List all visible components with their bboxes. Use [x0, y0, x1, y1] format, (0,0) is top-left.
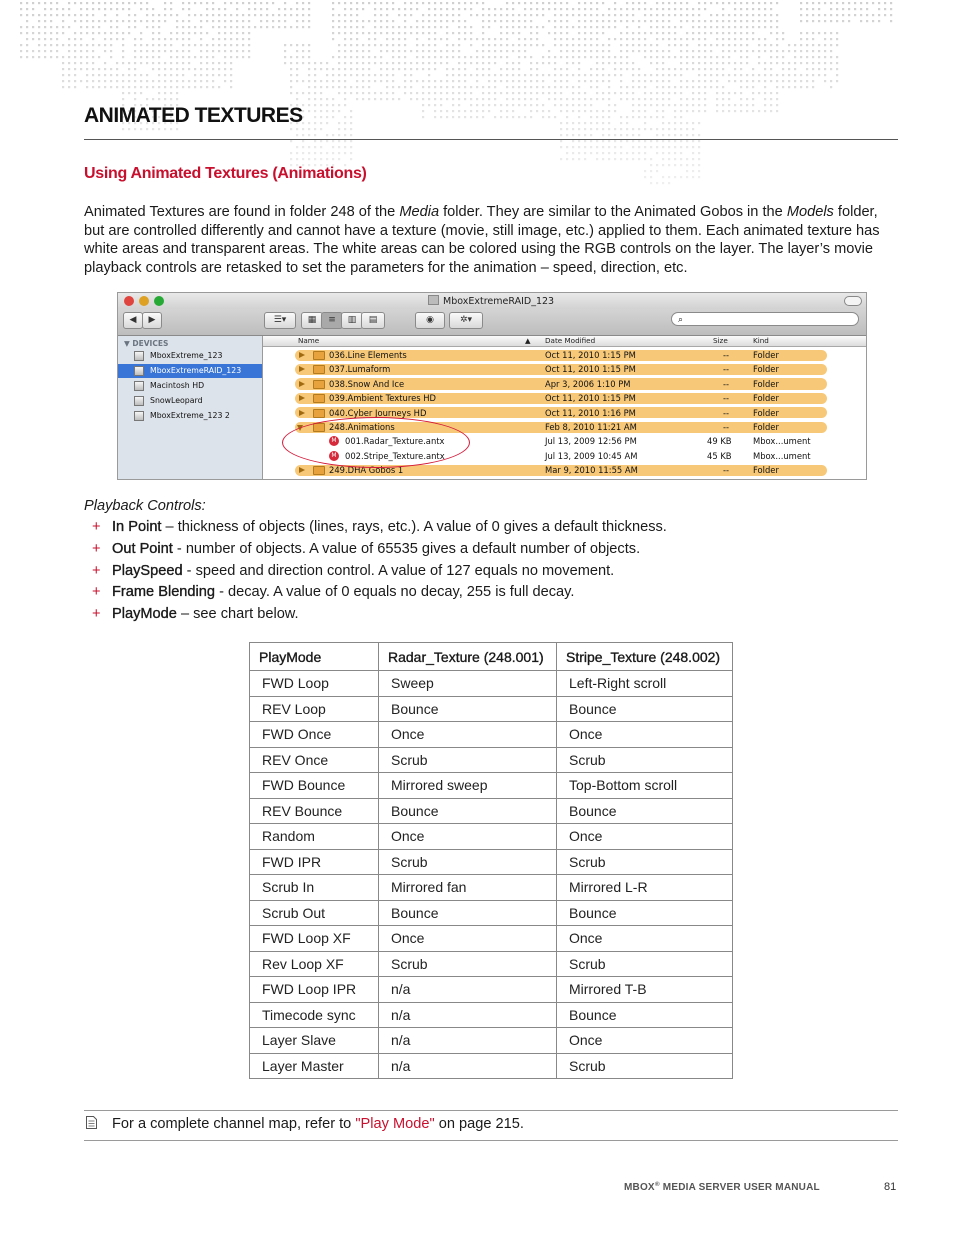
folder-icon	[313, 380, 325, 389]
document-icon: M	[329, 436, 339, 446]
table-cell: Sweep	[379, 671, 557, 697]
minimize-window-icon[interactable]	[139, 296, 149, 306]
sidebar-item-device[interactable]: SnowLeopard	[118, 394, 262, 408]
file-name: 002.Stripe_Texture.antx	[345, 450, 445, 461]
table-cell: REV Loop	[250, 696, 379, 722]
finder-window-screenshot	[117, 292, 867, 480]
table-cell: Mirrored L-R	[557, 875, 733, 901]
table-cell: Mirrored fan	[379, 875, 557, 901]
file-size: 49 KB	[707, 436, 732, 447]
disclosure-triangle-icon[interactable]	[299, 381, 305, 387]
folder-icon	[313, 351, 325, 360]
table-cell: Rev Loop XF	[250, 951, 379, 977]
page-title: ANIMATED TEXTURES	[84, 104, 303, 127]
date-column-header[interactable]: Date Modified	[545, 336, 596, 345]
table-row	[250, 977, 733, 1003]
quick-look-eye-icon[interactable]: ◉	[415, 312, 445, 329]
disclosure-triangle-icon[interactable]	[299, 352, 305, 358]
file-row[interactable]	[263, 362, 866, 376]
disk-icon	[428, 295, 439, 305]
table-cell: Mirrored sweep	[379, 773, 557, 799]
drive-icon	[134, 396, 144, 406]
finder-toolbar	[118, 309, 866, 336]
table-cell: Scrub	[557, 747, 733, 773]
file-name: 038.Snow And Ice	[329, 378, 405, 389]
drive-icon	[134, 411, 144, 421]
size-column-header[interactable]: Size	[713, 336, 728, 345]
table-cell: Once	[557, 722, 733, 748]
file-date: Jul 13, 2009 10:45 AM	[545, 450, 638, 461]
table-row	[250, 875, 733, 901]
table-header-row	[250, 643, 733, 671]
table-row	[250, 1053, 733, 1079]
table-cell: Bounce	[557, 1002, 733, 1028]
table-cell: Top-Bottom scroll	[557, 773, 733, 799]
footer-manual-title: MBOX® MEDIA SERVER USER MANUAL	[624, 1181, 820, 1193]
table-cell: Bounce	[379, 900, 557, 926]
file-date: Jul 13, 2009 12:56 PM	[545, 436, 637, 447]
table-cell: Left-Right scroll	[557, 671, 733, 697]
table-cell: Scrub In	[250, 875, 379, 901]
plus-bullet-icon: +	[92, 541, 101, 557]
table-row	[250, 824, 733, 850]
table-cell: Mirrored T-B	[557, 977, 733, 1003]
zoom-window-icon[interactable]	[154, 296, 164, 306]
title-rule	[84, 139, 898, 140]
sidebar-item-device[interactable]: MboxExtreme_123 2	[118, 409, 262, 423]
drive-icon	[134, 351, 144, 361]
document-icon: M	[329, 451, 339, 461]
file-name: 036.Line Elements	[329, 350, 407, 360]
kind-column-header[interactable]: Kind	[753, 336, 769, 345]
file-name: 040.Cyber Journeys HD	[329, 407, 427, 418]
file-kind: Folder	[753, 350, 779, 360]
table-cell: REV Once	[250, 747, 379, 773]
drive-icon	[134, 366, 144, 376]
file-kind: Folder	[753, 364, 779, 375]
intro-paragraph: Animated Textures are found in folder 248 of the Media folder. They are similar to the Animated Gobos in the Models folder, but are controlled differently and cannot have a texture (movie, still image, etc.) applied to them. Each animated texture has white areas and transparent areas. The white areas can be colored using the RGB controls on the layer. The layer’s movie playback controls are retasked to set the parameters for the animation – speed, direction, etc.	[84, 204, 880, 276]
table-cell: Scrub	[557, 1053, 733, 1079]
table-row	[250, 773, 733, 799]
devices-header: ▼ DEVICES	[124, 339, 169, 348]
table-cell: n/a	[379, 1028, 557, 1054]
table-row	[250, 951, 733, 977]
models-emphasis: Models	[786, 204, 834, 220]
table-row	[250, 926, 733, 952]
disclosure-triangle-icon[interactable]	[299, 366, 305, 372]
file-size: --	[723, 465, 730, 476]
arrange-menu-button[interactable]: ☰▾	[264, 312, 296, 329]
file-date: Feb 8, 2010 11:21 AM	[545, 422, 637, 432]
file-size: --	[723, 393, 730, 404]
close-window-icon[interactable]	[124, 296, 134, 306]
table-cell: FWD Bounce	[250, 773, 379, 799]
file-kind: Mbox...ument	[753, 436, 811, 447]
file-name: 039.Ambient Textures HD	[329, 393, 437, 404]
table-cell: Once	[557, 824, 733, 850]
plus-bullet-icon: +	[92, 563, 101, 579]
note-rule-top	[84, 1110, 898, 1111]
sort-arrow-icon: ▲	[525, 336, 531, 345]
table-cell: Once	[379, 926, 557, 952]
table-cell: Bounce	[557, 900, 733, 926]
file-name: 248.Animations	[329, 422, 395, 432]
table-row	[250, 849, 733, 875]
table-row	[250, 747, 733, 773]
disclosure-triangle-icon[interactable]	[299, 395, 305, 401]
sidebar-item-device-selected[interactable]: MboxExtremeRAID_123	[118, 364, 262, 378]
table-cell: Once	[557, 926, 733, 952]
table-cell: n/a	[379, 1002, 557, 1028]
media-emphasis: Media	[399, 204, 440, 220]
list-view-button[interactable]: ≡	[321, 312, 343, 329]
table-cell: Bounce	[379, 798, 557, 824]
back-button[interactable]: ◀	[123, 312, 143, 329]
action-gear-icon[interactable]: ✲▾	[449, 312, 483, 329]
folder-icon	[313, 365, 325, 374]
search-icon: ⌕	[678, 315, 684, 325]
file-date: Oct 11, 2010 1:16 PM	[545, 407, 636, 418]
highlight-circle	[282, 417, 470, 468]
file-row[interactable]	[263, 348, 866, 362]
folder-icon	[313, 394, 325, 403]
file-size: --	[723, 364, 730, 375]
table-cell: n/a	[379, 977, 557, 1003]
table-cell: FWD Loop IPR	[250, 977, 379, 1003]
table-cell: FWD Loop	[250, 671, 379, 697]
sidebar-item-device[interactable]: MboxExtreme_123	[118, 349, 262, 363]
note-text: For a complete channel map, refer to "Play Mode" on page 215.	[112, 1116, 524, 1132]
table-cell: Once	[379, 722, 557, 748]
file-kind: Mbox...ument	[753, 450, 811, 461]
file-kind: Folder	[753, 465, 779, 476]
table-cell: n/a	[379, 1053, 557, 1079]
column-header: Radar_Texture (248.001)	[379, 643, 557, 671]
sidebar-item-device[interactable]: Macintosh HD	[118, 379, 262, 393]
column-header: PlayMode	[250, 643, 379, 671]
file-kind: Folder	[753, 378, 779, 389]
file-size: --	[723, 378, 730, 389]
file-date: Mar 9, 2010 11:55 AM	[545, 465, 638, 476]
toolbar-toggle-button[interactable]	[844, 296, 862, 306]
table-cell: FWD Once	[250, 722, 379, 748]
table-cell: Scrub	[379, 747, 557, 773]
column-view-button[interactable]: ▥	[341, 312, 363, 329]
coverflow-view-button[interactable]: ▤	[361, 312, 385, 329]
table-cell: Scrub Out	[250, 900, 379, 926]
file-name: 249.DHA Gobos 1	[329, 465, 404, 476]
file-name: 001.Radar_Texture.antx	[345, 436, 445, 447]
file-row[interactable]	[263, 377, 866, 391]
note-icon	[86, 1116, 97, 1129]
icon-view-button[interactable]: ▦	[301, 312, 323, 329]
file-size: 45 KB	[707, 450, 732, 461]
playback-controls-label: Playback Controls:	[84, 498, 206, 514]
table-cell: Timecode sync	[250, 1002, 379, 1028]
table-cell: Random	[250, 824, 379, 850]
finder-sidebar	[118, 336, 263, 479]
plus-bullet-icon: +	[92, 519, 101, 535]
table-row	[250, 722, 733, 748]
file-row[interactable]	[263, 391, 866, 405]
table-cell: Once	[379, 824, 557, 850]
playmode-table	[249, 642, 733, 1079]
table-cell: REV Bounce	[250, 798, 379, 824]
drive-icon	[134, 381, 144, 391]
table-cell: Bounce	[557, 798, 733, 824]
table-cell: Once	[557, 1028, 733, 1054]
table-row	[250, 1028, 733, 1054]
table-cell: Bounce	[379, 696, 557, 722]
table-cell: Layer Slave	[250, 1028, 379, 1054]
table-cell: Layer Master	[250, 1053, 379, 1079]
file-name: 037.Lumaform	[329, 364, 391, 375]
table-cell: Scrub	[557, 849, 733, 875]
disclosure-triangle-icon[interactable]	[299, 467, 305, 473]
table-row	[250, 900, 733, 926]
disclosure-triangle-icon[interactable]	[299, 410, 305, 416]
file-date: Oct 11, 2010 1:15 PM	[545, 364, 636, 375]
play-mode-link[interactable]: "Play Mode"	[355, 1116, 435, 1132]
name-column-header[interactable]: Name	[298, 336, 320, 345]
file-kind: Folder	[753, 422, 779, 432]
table-cell: Bounce	[557, 696, 733, 722]
plus-bullet-icon: +	[92, 606, 101, 622]
file-size: --	[723, 407, 730, 418]
window-title: MboxExtremeRAID_123	[428, 295, 554, 307]
file-kind: Folder	[753, 407, 779, 418]
file-date: Oct 11, 2010 1:15 PM	[545, 393, 636, 404]
file-size: --	[723, 350, 730, 360]
folder-icon	[313, 466, 325, 475]
note-rule-bottom	[84, 1140, 898, 1141]
plus-bullet-icon: +	[92, 584, 101, 600]
table-cell: Scrub	[379, 849, 557, 875]
table-cell: FWD IPR	[250, 849, 379, 875]
file-date: Oct 11, 2010 1:15 PM	[545, 350, 636, 360]
search-input[interactable]	[671, 312, 859, 326]
file-date: Apr 3, 2006 1:10 PM	[545, 378, 631, 389]
finder-titlebar	[118, 293, 866, 309]
table-row	[250, 696, 733, 722]
table-cell: Scrub	[557, 951, 733, 977]
forward-button[interactable]: ▶	[142, 312, 162, 329]
column-header: Stripe_Texture (248.002)	[557, 643, 733, 671]
section-heading: Using Animated Textures (Animations)	[84, 165, 367, 182]
file-kind: Folder	[753, 393, 779, 404]
folder-icon	[313, 409, 325, 418]
table-row	[250, 798, 733, 824]
table-row	[250, 671, 733, 697]
column-headers	[263, 336, 866, 347]
page-number: 81	[884, 1181, 897, 1193]
table-cell: FWD Loop XF	[250, 926, 379, 952]
table-row	[250, 1002, 733, 1028]
file-size: --	[723, 422, 730, 432]
table-cell: Scrub	[379, 951, 557, 977]
